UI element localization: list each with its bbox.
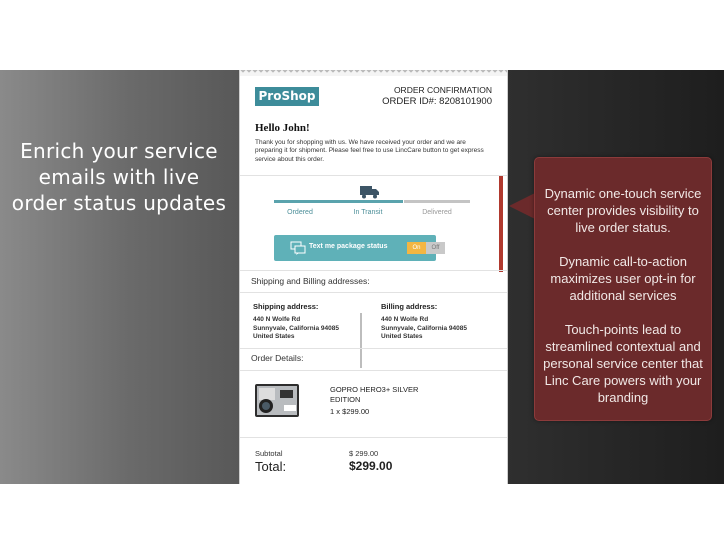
toggle-on[interactable]: On: [407, 242, 426, 254]
step-label-delivered: Delivered: [422, 209, 452, 216]
proshop-logo: ProShop: [255, 87, 319, 106]
billing-line-3: United States: [381, 333, 423, 340]
text-me-status-button[interactable]: [274, 235, 440, 261]
subtotal-value: $ 299.00: [349, 449, 379, 458]
status-section-marker: [499, 176, 503, 272]
subtotal-label: Subtotal: [255, 449, 283, 458]
progress-step-in-transit: [337, 200, 403, 203]
greeting: Hello John!: [255, 122, 310, 134]
product-name: GOPRO HERO3+ SILVER EDITION: [330, 385, 419, 404]
divider: [240, 292, 507, 293]
shipping-line-1: 440 N Wolfe Rd: [253, 316, 301, 323]
progress-step-ordered: [274, 200, 340, 203]
divider: [240, 175, 507, 176]
headline-line-3: order status updates: [11, 191, 227, 215]
callout-point-2: Dynamic call-to-action maximizes user opt-in for additional services: [550, 254, 696, 303]
billing-address-label: Billing address:: [381, 302, 438, 311]
billing-line-2: Sunnyvale, California 94085: [381, 324, 467, 332]
callout-point-1: Dynamic one-touch service center provides visibility to live order status.: [544, 186, 702, 235]
progress-step-delivered: [404, 200, 470, 203]
order-details-heading: Order Details:: [251, 353, 304, 363]
chat-icon: [290, 241, 306, 255]
text-me-label: Text me package status: [309, 243, 388, 250]
headline-line-1: Enrich your service: [20, 139, 218, 163]
email-preview: [240, 70, 507, 484]
shipping-line-3: United States: [253, 333, 295, 340]
intro-message: Thank you for shopping with us. We have received your order and we are preparing it for shipment. Please feel free to use LincCare button to get express service about this order.: [255, 139, 484, 163]
billing-address: [381, 316, 467, 342]
divider: [240, 270, 507, 271]
step-label-ordered: Ordered: [287, 209, 313, 216]
address-divider: [360, 313, 362, 368]
divider: [240, 437, 507, 438]
callout-point-3: Touch-points lead to streamlined contextual and personal service center that Linc Care powers with your branding: [543, 322, 703, 405]
divider: [240, 348, 507, 349]
headline-line-2: emails with live: [38, 165, 200, 189]
order-header: [382, 85, 492, 107]
torn-edge: [240, 70, 507, 76]
camera-product-image: [254, 381, 300, 419]
callout-pointer: [509, 193, 535, 219]
total-label: Total:: [255, 459, 287, 474]
truck-icon: [360, 185, 380, 199]
product-quantity: 1 x $299.00: [330, 407, 370, 416]
order-title: ORDER CONFIRMATION: [393, 85, 492, 95]
toggle-off[interactable]: Off: [426, 242, 445, 254]
divider: [240, 370, 507, 371]
billing-line-1: 440 N Wolfe Rd: [381, 316, 429, 323]
order-id: ORDER ID#: 8208101900: [382, 96, 492, 107]
step-label-in-transit: In Transit: [353, 209, 383, 216]
headline: [10, 138, 228, 216]
shipping-address: [253, 316, 339, 342]
total-value: $299.00: [349, 459, 393, 473]
shipping-line-2: Sunnyvale, California 94085: [253, 324, 339, 332]
feature-callout: [534, 157, 712, 421]
shipping-billing-heading: Shipping and Billing addresses:: [251, 276, 370, 286]
shipping-address-label: Shipping address:: [253, 302, 319, 311]
